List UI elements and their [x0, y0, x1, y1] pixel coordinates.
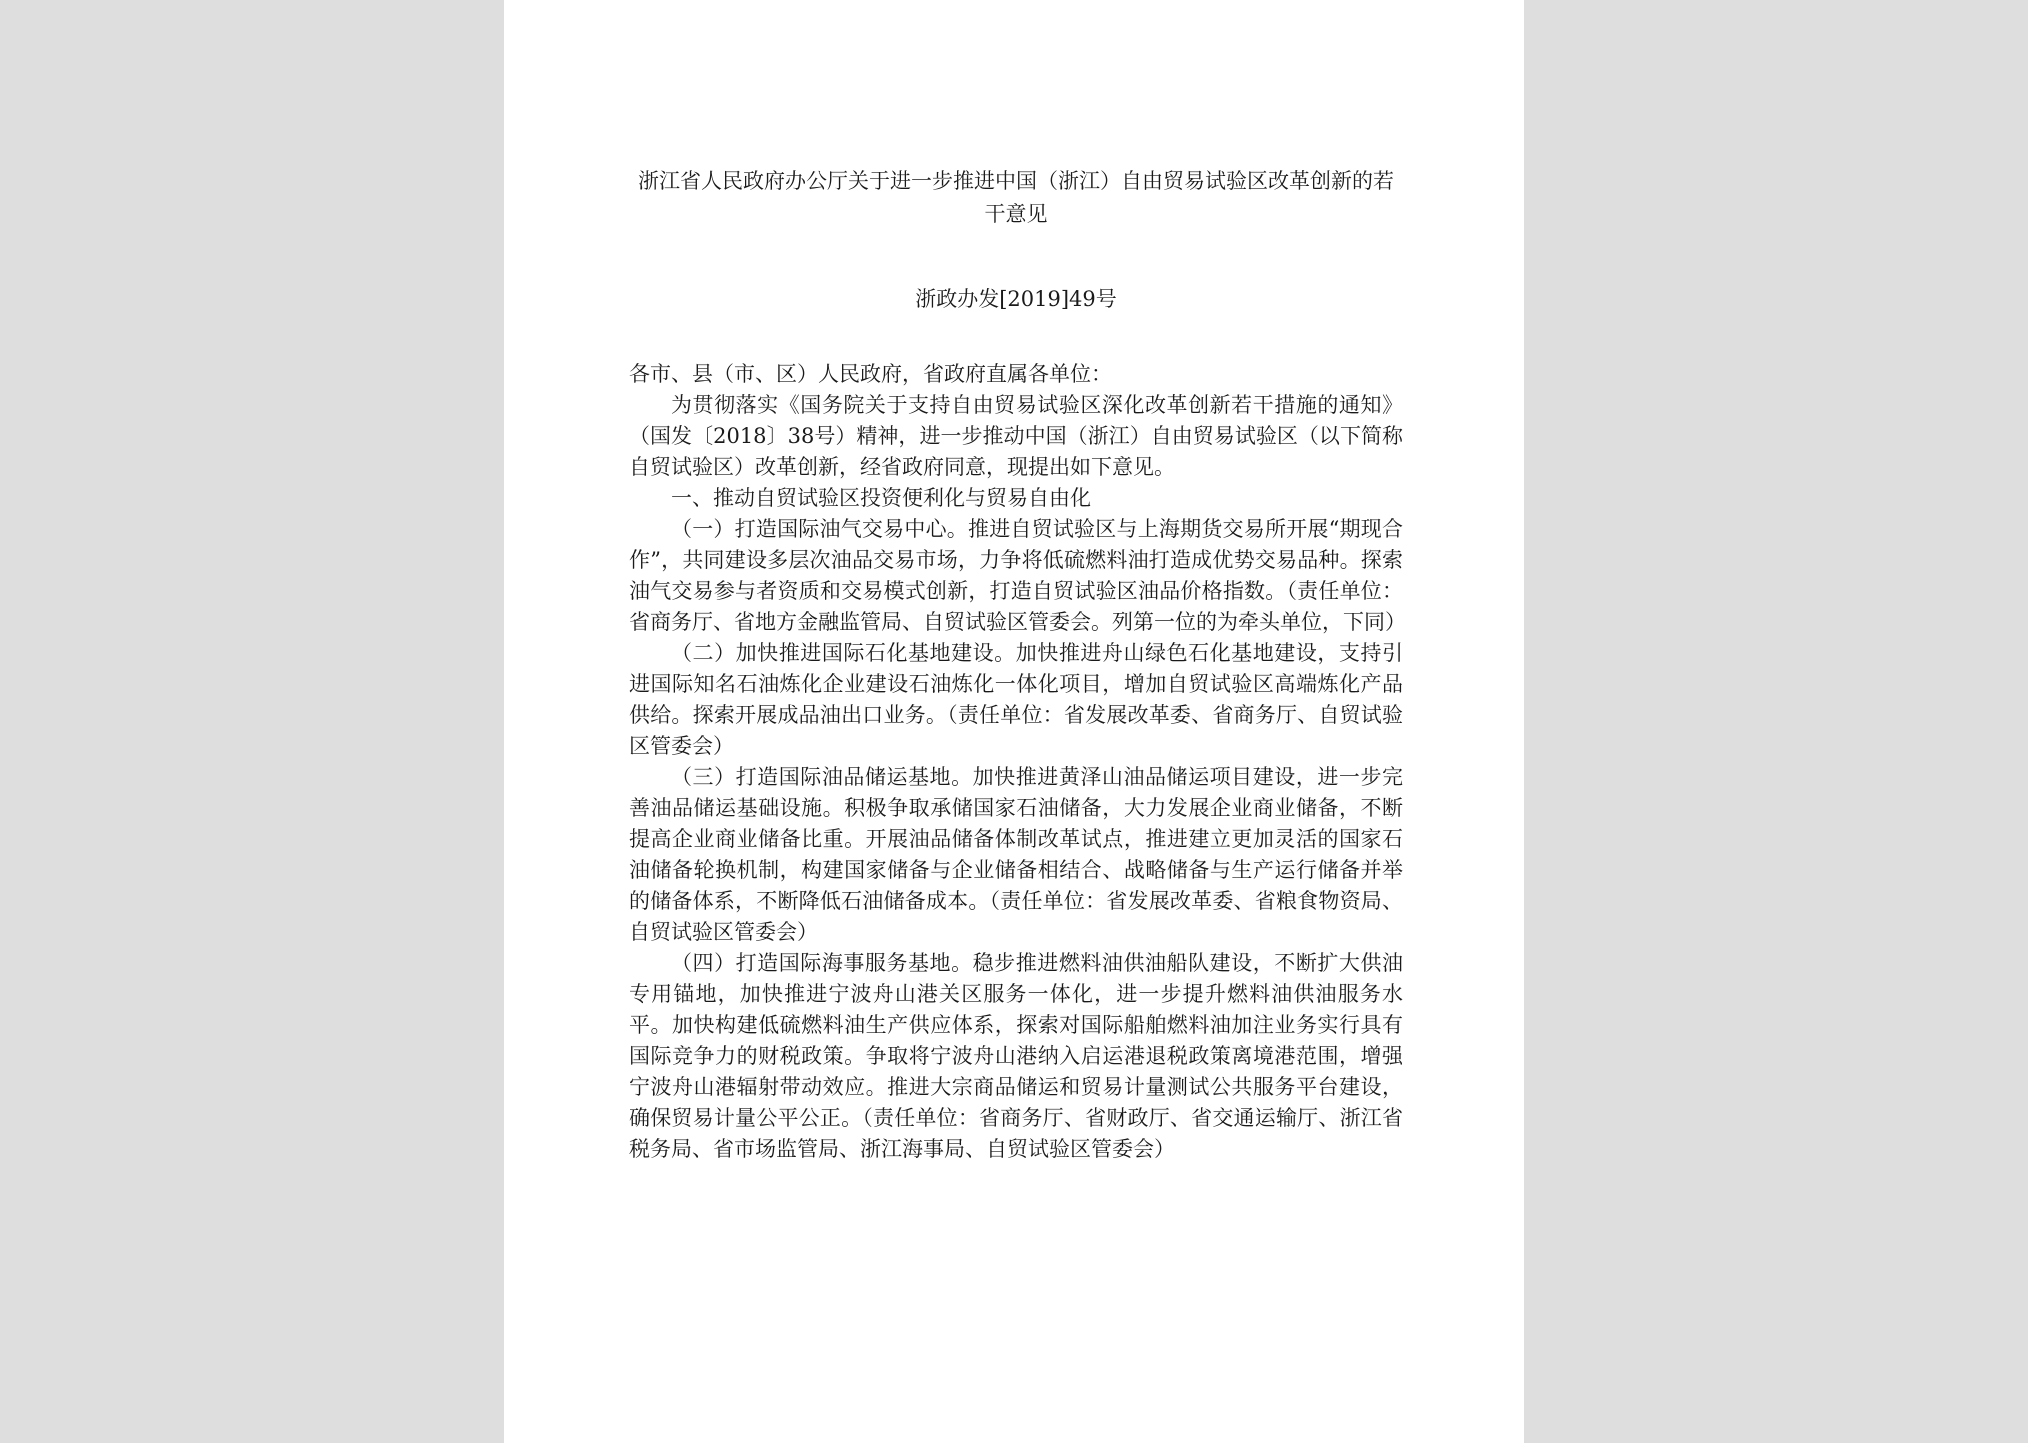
document-number: 浙政办发[2019]49号	[915, 287, 1117, 311]
addressee-line: 各市、县（市、区）人民政府，省政府直属各单位：	[629, 362, 1112, 386]
document-title: 浙江省人民政府办公厅关于进一步推进中国（浙江）自由贸易试验区改革创新的若干意见	[638, 169, 1394, 226]
document-content	[629, 165, 1406, 1165]
body-paragraph: （二）加快推进国际石化基地建设。加快推进舟山绿色石化基地建设，支持引进国际知名石油炼化企业建设石油炼化一体化项目，增加自贸试验区高端炼化产品供给。探索开展成品油出口业务。（责任单位：省发展改革委、省商务厅、自贸试验区管委会）	[629, 641, 1403, 758]
document-page	[504, 0, 1524, 1443]
section-heading: 一、推动自贸试验区投资便利化与贸易自由化	[671, 486, 1091, 510]
body-paragraph: （四）打造国际海事服务基地。稳步推进燃料油供油船队建设，不断扩大供油专用锚地，加快推进宁波舟山港关区服务一体化，进一步提升燃料油供油服务水平。加快构建低硫燃料油生产供应体系，探索对国际船舶燃料油加注业务实行具有国际竞争力的财税政策。争取将宁波舟山港纳入启运港退税政策离境港范围，增强宁波舟山港辐射带动效应。推进大宗商品储运和贸易计量测试公共服务平台建设，确保贸易计量公平公正。（责任单位：省商务厅、省财政厅、省交通运输厅、浙江省税务局、省市场监管局、浙江海事局、自贸试验区管委会）	[629, 951, 1403, 1161]
intro-paragraph: 为贯彻落实《国务院关于支持自由贸易试验区深化改革创新若干措施的通知》（国发〔2018〕38号）精神，进一步推动中国（浙江）自由贸易试验区（以下简称自贸试验区）改革创新，经省政府同意，现提出如下意见。	[629, 393, 1403, 479]
body-paragraph: （一）打造国际油气交易中心。推进自贸试验区与上海期货交易所开展“期现合作”，共同建设多层次油品交易市场，力争将低硫燃料油打造成优势交易品种。探索油气交易参与者资质和交易模式创新，打造自贸试验区油品价格指数。（责任单位：省商务厅、省地方金融监管局、自贸试验区管委会。列第一位的为牵头单位，下同）	[629, 517, 1406, 634]
body-paragraph: （三）打造国际油品储运基地。加快推进黄泽山油品储运项目建设，进一步完善油品储运基础设施。积极争取承储国家石油储备，大力发展企业商业储备，不断提高企业商业储备比重。开展油品储备体制改革试点，推进建立更加灵活的国家石油储备轮换机制，构建国家储备与企业储备相结合、战略储备与生产运行储备并举的储备体系，不断降低石油储备成本。（责任单位：省发展改革委、省粮食物资局、自贸试验区管委会）	[629, 765, 1403, 944]
